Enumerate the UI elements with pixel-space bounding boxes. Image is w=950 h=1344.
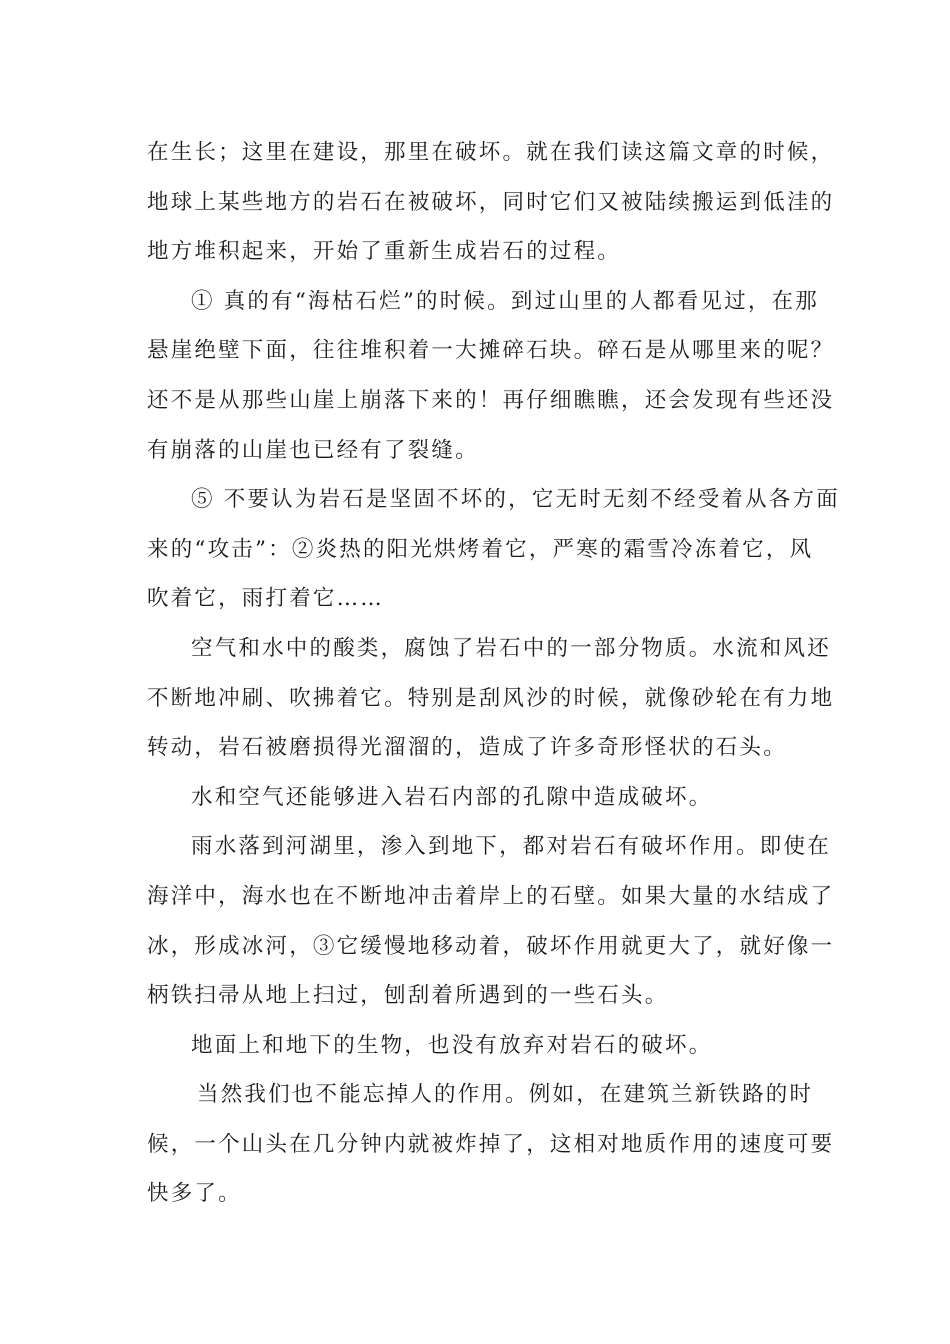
- text-line: ⑤ 不要认为岩石是坚固不坏的，它无时无刻不经受着从各方面: [191, 487, 840, 513]
- paragraph-1: [147, 277, 835, 475]
- text-line: 空气和水中的酸类，腐蚀了岩石中的一部分物质。水流和风还: [191, 635, 831, 661]
- paragraph-organisms: [147, 1021, 807, 1071]
- text-line: 不断地冲刷、吹拂着它。特别是刮风沙的时候，就像砂轮在有力地: [147, 685, 835, 711]
- paragraph-5: [147, 475, 840, 624]
- text-line: 悬崖绝壁下面，往往堆积着一大摊碎石块。碎石是从哪里来的呢？: [147, 338, 835, 364]
- text-line: 转动，岩石被磨损得光溜溜的，造成了许多奇形怪状的石头。: [147, 735, 787, 761]
- text-line: 有崩落的山崖也已经有了裂缝。: [147, 437, 479, 463]
- text-line: 雨水落到河湖里，渗入到地下，都对岩石有破坏作用。即使在: [191, 834, 831, 860]
- text-line: 候，一个山头在几分钟内就被炸掉了，这相对地质作用的速度可要: [147, 1131, 835, 1157]
- text-line: ① 真的有“海枯石烂”的时候。到过山里的人都看见过，在那: [191, 288, 819, 314]
- paragraph-humans: [147, 1070, 835, 1219]
- text-line: 吹着它，雨打着它……: [147, 586, 385, 612]
- paragraph-continuation: [147, 128, 835, 277]
- paragraph-air-acid: [147, 624, 835, 773]
- text-line: 地方堆积起来，开始了重新生成岩石的过程。: [147, 239, 622, 265]
- text-line: 水和空气还能够进入岩石内部的孔隙中造成破坏。: [191, 784, 713, 810]
- text-line: 快多了。: [147, 1181, 242, 1207]
- text-line: 在生长；这里在建设，那里在破坏。就在我们读这篇文章的时候，: [147, 140, 835, 165]
- paragraph-pores: [147, 773, 807, 823]
- text-line: 海洋中，海水也在不断地冲击着岸上的石壁。如果大量的水结成了: [147, 883, 835, 909]
- article-body: [147, 128, 840, 1219]
- text-line: 柄铁扫帚从地上扫过，刨刮着所遇到的一些石头。: [147, 983, 669, 1009]
- text-line: 冰，形成冰河，③它缓慢地移动着，破坏作用就更大了，就好像一: [147, 933, 835, 959]
- paragraph-rain: [147, 822, 835, 1020]
- text-line: 地面上和地下的生物，也没有放弃对岩石的破坏。: [191, 1032, 713, 1058]
- text-line: 还不是从那些山崖上崩落下来的！再仔细瞧瞧，还会发现有些还没: [147, 387, 835, 413]
- text-line: 来的“攻击”：②炎热的阳光烘烤着它，严寒的霜雪冷冻着它，风: [147, 536, 814, 562]
- text-line: 当然我们也不能忘掉人的作用。例如，在建筑兰新铁路的时: [197, 1082, 814, 1108]
- text-line: 地球上某些地方的岩石在被破坏，同时它们又被陆续搬运到低洼的: [147, 189, 835, 215]
